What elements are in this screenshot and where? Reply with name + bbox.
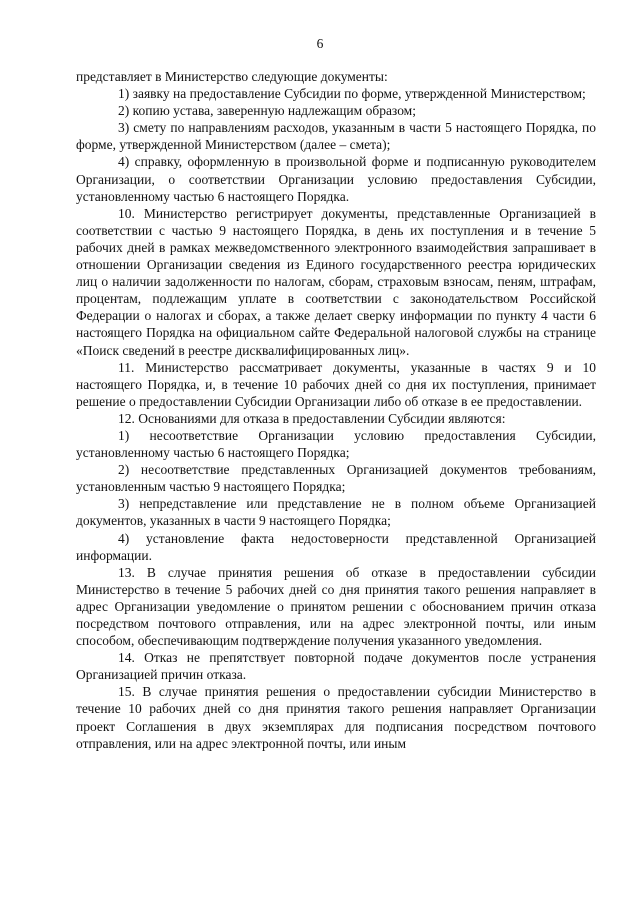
paragraph: 10. Министерство регистрирует документы, представленные Организацией в соответствии с частью 9 настоящего Порядка, в день их поступления и в течение 5 рабочих дней в рамках межведомственного электронного взаимодействия запрашивает в отношении Организации сведения из Единого государственного реестра юридических лиц о наличии задолженности по налогам, сборам, страховым взносам, пеням, штрафам, процентам, подлежащим уплате в соответствии с законодательством Российской Федерации о налогах и сборах, а также делает сверку информации по пункту 4 части 6 настоящего Порядка на официальном сайте Федеральной налоговой службы на странице «Поиск сведений в реестре дисквалифицированных лиц». [76,205,596,358]
paragraph: 3) непредставление или представление не в полном объеме Организацией документов, указанных в части 9 настоящего Порядка; [76,496,596,529]
paragraph: 1) несоответствие Организации условию предоставления Субсидии, установленному частью 6 настоящего Порядка; [76,427,596,461]
paragraph: 13. В случае принятия решения об отказе в предоставлении субсидии Министерство в течение 5 рабочих дней со дня принятия такого решения направляет в адрес Организации уведомление о принятом решении с обоснованием причин отказа посредством почтового отправления, или на адрес электронной почты, или иным способом, обеспечивающим подтверждение получения указанного уведомления. [76,564,596,649]
paragraph: 12. Основаниями для отказа в предоставлении Субсидии являются: [118,410,506,426]
paragraph: 14. Отказ не препятствует повторной подаче документов после устранения Организацией причин отказа. [76,650,596,683]
paragraph: 2) копию устава, заверенную надлежащим образом; [118,103,416,119]
paragraph: 3) смету по направлениям расходов, указанным в части 5 настоящего Порядка, по форме, утвержденной Министерством (далее – смета); [76,120,596,153]
page-number: 6 [316,36,324,51]
paragraph: 4) установление факта недостоверности представленной Организацией информации. [76,530,596,563]
paragraph: 11. Министерство рассматривает документы, указанные в частях 9 и 10 настоящего Порядка, и, в течение 10 рабочих дней со дня их поступления, принимает решение о предоставлении Субсидии Организации либо об отказе в ее предоставлении. [76,359,596,409]
paragraph: 1) заявку на предоставление Субсидии по форме, утвержденной Министерством; [118,86,586,102]
document-body [76,68,596,752]
paragraph: представляет в Министерство следующие документы: [76,69,388,84]
paragraph: 4) справку, оформленную в произвольной форме и подписанную руководителем Организации, о соответствии Организации условию предоставления Субсидии, установленному частью 6 настоящего Порядка. [76,154,596,204]
paragraph: 15. В случае принятия решения о предоставлении субсидии Министерство в течение 10 рабочих дней со дня принятия такого решения направляет Организации проект Соглашения в двух экземплярах для подписания посредством почтового отправления, или на адрес электронной почты, или иным [76,684,596,751]
paragraph: 2) несоответствие представленных Организацией документов требованиям, установленным частью 9 настоящего Порядка; [76,462,596,495]
